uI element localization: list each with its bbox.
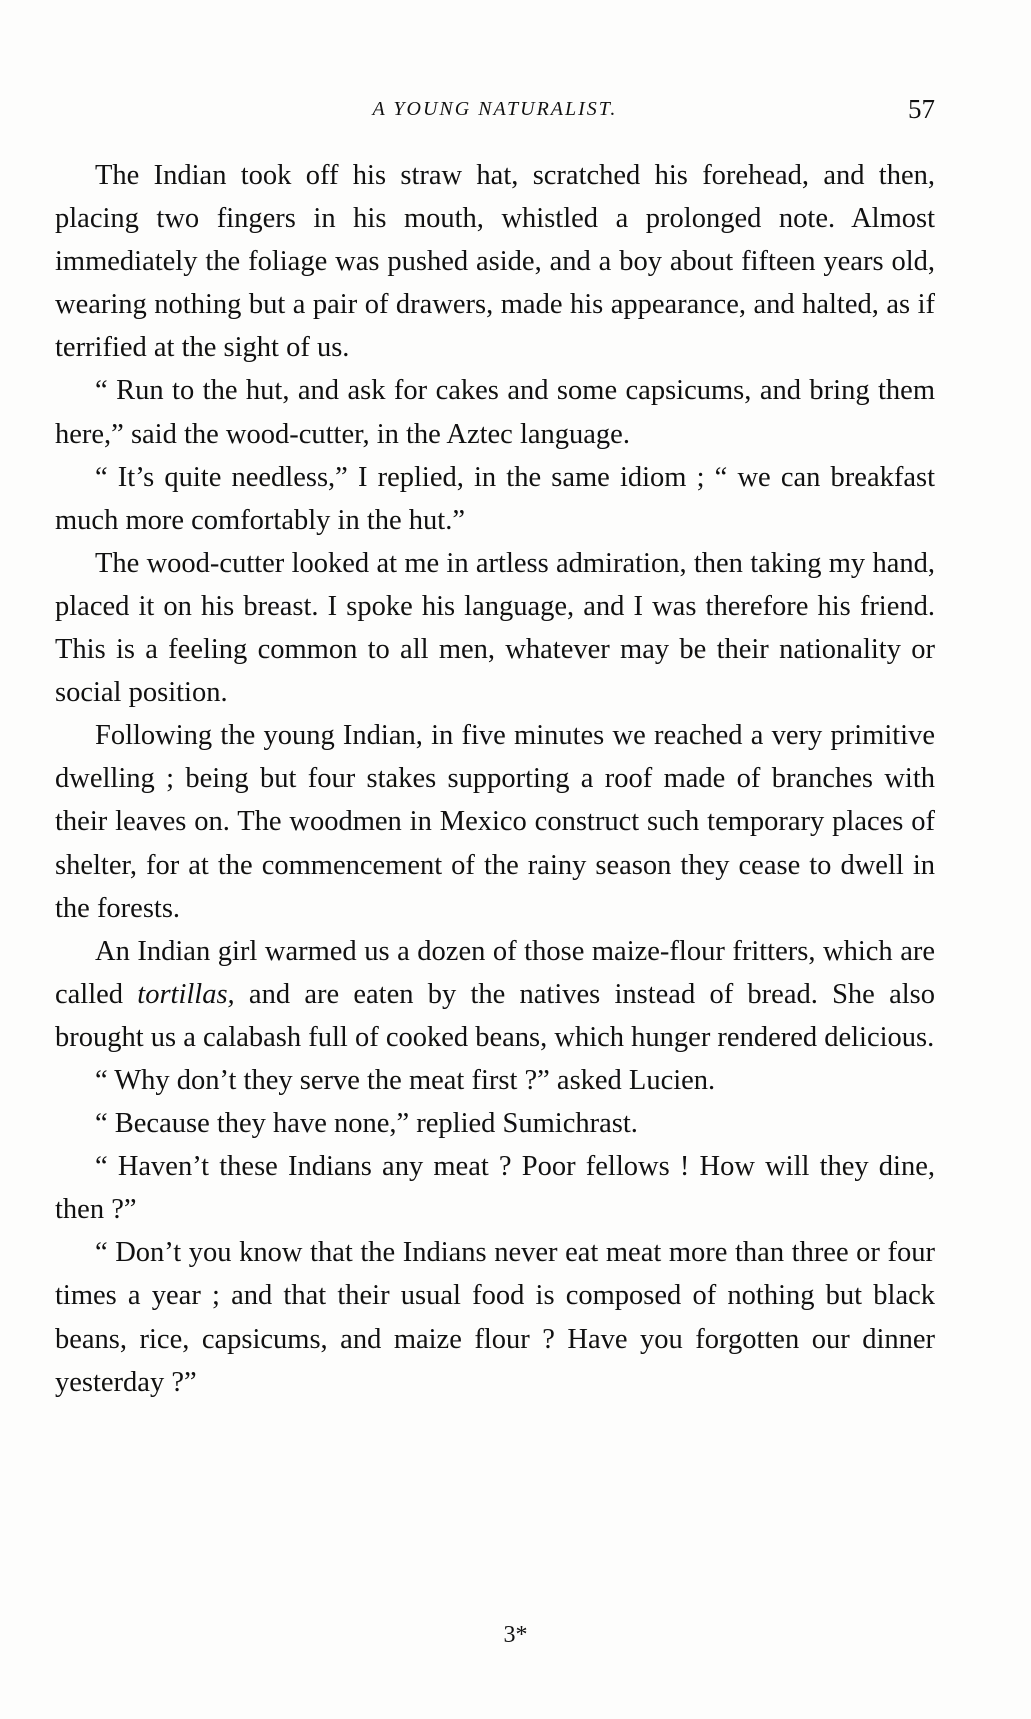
paragraph-tortillas-after: and are eaten by the natives instead of bread. She also brought us a calabash full of cooked beans, which hunger rendered delicious. xyxy=(55,978,935,1053)
paragraph-indian-whistles: The Indian took off his straw hat, scratched his forehead, and then, placing two fingers in his mouth, whistled a prolonged note. Almost immediately the foliage was pushed aside, and a boy about fifteen years old, wearing nothing but a pair of drawers, made his appearance, and halted, as if terrified at the sight of us. xyxy=(55,160,935,364)
body-text xyxy=(55,154,935,1404)
paragraph-sumichrast-replies: “ Because they have none,” replied Sumichrast. xyxy=(95,1108,638,1140)
paragraph-quite-needless: “ It’s quite needless,” I replied, in the same idiom ; “ we can breakfast much more comfortably in the hut.” xyxy=(55,461,935,536)
paragraph-poor-fellows: “ Haven’t these Indians any meat ? Poor fellows ! How will they dine, then ?” xyxy=(55,1151,935,1226)
paragraph-artless-admiration: The wood-cutter looked at me in artless admiration, then taking my hand, placed it on his breast. I spoke his language, and I was therefore his friend. This is a feeling common to all men, whatever may be their nationality or social position. xyxy=(55,547,935,709)
paragraph-lucien-asks: “ Why don’t they serve the meat first ?” asked Lucien. xyxy=(95,1064,716,1096)
paragraph-run-to-hut: “ Run to the hut, and ask for cakes and some capsicums, and bring them here,” said the wood-cutter, in the Aztec language. xyxy=(55,375,935,450)
paragraph-usual-food: “ Don’t you know that the Indians never eat meat more than three or four times a year ; and that their usual food is composed of nothing but black beans, rice, capsicums, and maize flour ? Have you forgotten our dinner yesterday ?” xyxy=(55,1237,935,1398)
running-head xyxy=(55,94,935,132)
running-title: A YOUNG NATURALIST. xyxy=(372,98,618,120)
signature-mark: 3* xyxy=(503,1622,528,1648)
paragraph-tortillas-before: An Indian girl warmed us a dozen of those maize-flour fritters, which are called xyxy=(55,935,935,1010)
paragraph-tortillas-italic: tortillas, xyxy=(137,978,235,1010)
paragraph-primitive-dwelling: Following the young Indian, in five minutes we reached a very primitive dwelling ; being but four stakes supporting a roof made of branches with their leaves on. The woodmen in Mexico construct such temporary places of shelter, for at the commencement of the rainy season they cease to dwell in the forests. xyxy=(55,720,935,924)
paragraph-tortillas xyxy=(55,930,935,1059)
page-number: 57 xyxy=(908,94,935,124)
